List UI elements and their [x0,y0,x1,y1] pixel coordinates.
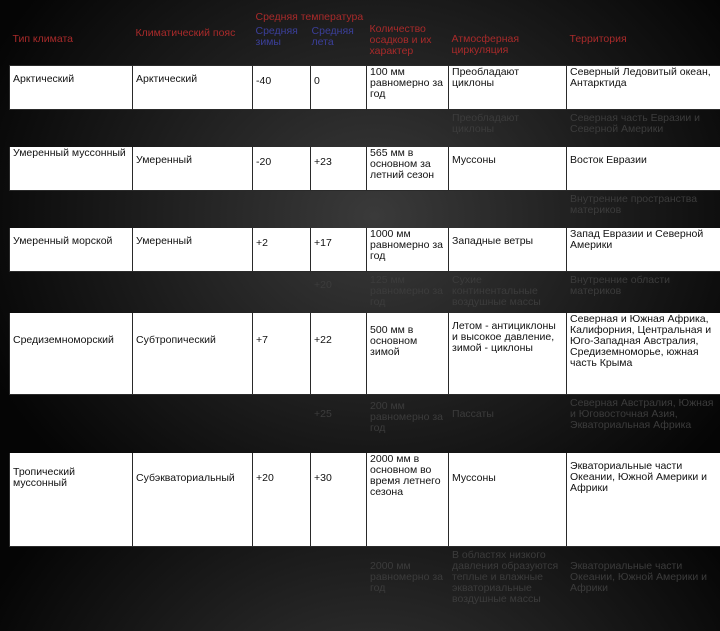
cell-precip: 2000 мм равномерно за год [367,547,449,631]
cell-precip: 125 мм равномерно за год [367,272,449,313]
cell-summer [311,191,367,228]
table-row [10,191,720,228]
cell-circulation: Муссоны [449,147,567,191]
cell-precip: 100 мм равномерно за год [367,66,449,110]
cell-winter: +20 [253,453,311,547]
cell-territory: Северная и Южная Африка, Калифорния, Центральная и Юго-Западная Австралия, Средиземноморье, южная часть Крыма [567,313,720,395]
table-row [10,453,720,547]
climate-table [9,8,720,631]
table-row [10,147,720,191]
cell-winter: -40 [253,66,311,110]
cell-circulation: Западные ветры [449,228,567,272]
cell-winter [253,110,311,147]
cell-type [10,110,133,147]
cell-precip: 1000 мм равномерно за год [367,228,449,272]
cell-precip: 200 мм равномерно за год [367,395,449,453]
header-temp-label: Средняя температура [256,12,364,23]
cell-winter [253,547,311,631]
cell-territory: Экваториальные части Океании, Южной Америки и Африки [567,547,720,631]
cell-type [10,395,133,453]
header-type: Тип климата [10,8,133,66]
cell-zone: Субтропический [133,313,253,395]
cell-summer: +17 [311,228,367,272]
cell-zone [133,110,253,147]
header-temp-summer: Средняя лета [312,26,364,48]
cell-summer: +25 [311,395,367,453]
cell-summer [311,547,367,631]
cell-precip [367,110,449,147]
cell-zone [133,395,253,453]
cell-territory: Восток Евразии [567,147,720,191]
cell-territory: Внутренние пространства материков [567,191,720,228]
cell-winter [253,272,311,313]
cell-zone: Умеренный [133,147,253,191]
cell-type [10,272,133,313]
cell-territory: Северная Австралия, Южная и Юговосточная Азия, Экваториальная Африка [567,395,720,453]
cell-zone [133,272,253,313]
cell-type: Арктический [10,66,133,110]
cell-type: Умеренный муссонный [10,147,133,191]
table-row [10,228,720,272]
table-row [10,272,720,313]
table-row [10,395,720,453]
cell-type: Умеренный морской [10,228,133,272]
header-circulation: Атмосферная циркуляция [449,8,567,66]
cell-summer [311,110,367,147]
header-temp-winter: Средняя зимы [256,26,308,48]
header-temp [253,8,367,66]
cell-precip: 565 мм в основном за летний сезон [367,147,449,191]
cell-circulation [449,191,567,228]
cell-winter: -20 [253,147,311,191]
cell-circulation: Преобладают циклоны [449,66,567,110]
cell-territory: Северная часть Евразии и Северной Америки [567,110,720,147]
cell-winter [253,395,311,453]
header-row [10,8,720,66]
table-row [10,313,720,395]
header-precip: Количество осадков и их характер [367,8,449,66]
cell-summer: +30 [311,453,367,547]
cell-circulation: Муссоны [449,453,567,547]
cell-circulation: Сухие континентальные воздушные массы [449,272,567,313]
cell-territory: Экваториальные части Океании, Южной Америки и Африки [567,453,720,547]
cell-summer: 0 [311,66,367,110]
cell-circulation: Летом - антициклоны и высокое давление, зимой - циклоны [449,313,567,395]
cell-precip [367,191,449,228]
cell-territory: Внутренние области материков [567,272,720,313]
cell-summer: +22 [311,313,367,395]
cell-type [10,191,133,228]
cell-type: Тропический муссонный [10,453,133,547]
cell-territory: Запад Евразии и Северной Америки [567,228,720,272]
table-row [10,110,720,147]
header-zone: Климатический пояс [133,8,253,66]
cell-summer: +20 [311,272,367,313]
cell-territory: Северный Ледовитый океан, Антарктида [567,66,720,110]
cell-winter: +7 [253,313,311,395]
cell-zone: Умеренный [133,228,253,272]
cell-type [10,547,133,631]
cell-zone [133,191,253,228]
cell-winter: +2 [253,228,311,272]
cell-zone: Арктический [133,66,253,110]
cell-type: Средиземноморский [10,313,133,395]
cell-winter [253,191,311,228]
cell-circulation: Пассаты [449,395,567,453]
table-row [10,547,720,631]
cell-precip: 2000 мм в основном во время летнего сезона [367,453,449,547]
table-row [10,66,720,110]
cell-circulation: В областях низкого давления образуются теплые и влажные экваториальные воздушные массы [449,547,567,631]
header-territory: Территория [567,8,720,66]
cell-circulation: Преобладают циклоны [449,110,567,147]
cell-precip: 500 мм в основном зимой [367,313,449,395]
cell-summer: +23 [311,147,367,191]
cell-zone: Субэкваториальный [133,453,253,547]
cell-zone [133,547,253,631]
